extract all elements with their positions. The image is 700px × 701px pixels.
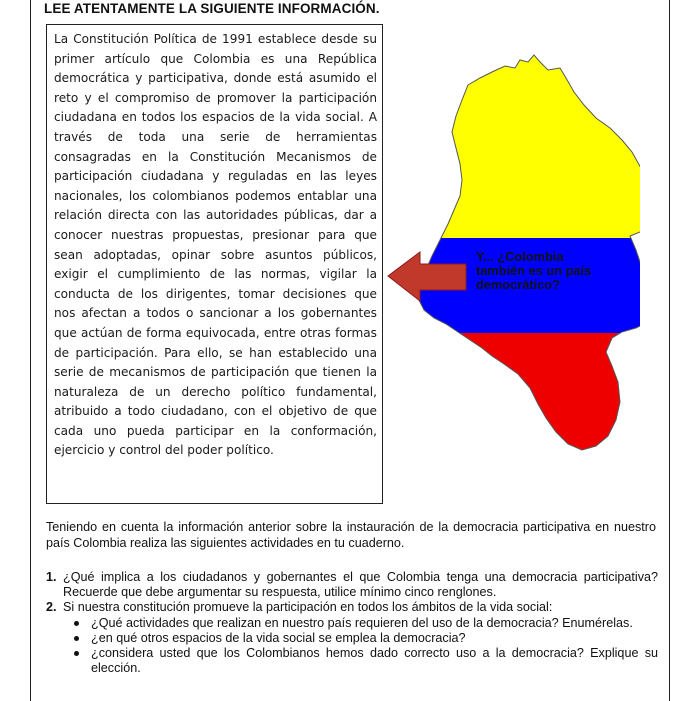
sub-item: [63, 646, 658, 676]
info-box: [46, 24, 383, 504]
page-border-right: [669, 0, 670, 701]
sub-item-text: ¿Qué actividades que realizan en nuestro país requieren del uso de la democracia? Enumérelas.: [91, 615, 633, 630]
flag-red-stripe: [380, 333, 640, 470]
activity-number: 2.: [46, 600, 57, 615]
activities-list: [46, 570, 658, 676]
bullet-icon: [74, 621, 79, 626]
activity-sublist: [63, 616, 658, 677]
sub-item-text: ¿en qué otros espacios de la vida social se emplea la democracia?: [91, 630, 466, 645]
bullet-icon: [74, 636, 79, 641]
map-question: Y... ¿Colombia también es un país democrático?: [476, 249, 592, 292]
page-border-left: [30, 0, 31, 701]
page-heading: LEE ATENTAMENTE LA SIGUIENTE INFORMACIÓN.: [44, 1, 380, 16]
sub-item: [63, 616, 658, 631]
info-text: La Constitución Política de 1991 establece desde su primer artículo que Colombia es una República democrática y participativa, donde está asumido el reto y el compromiso de promover la participación ciudadana en todos los espacios de la vida social. A través de toda una serie de herramientas consagradas en la Constitución Mecanismos de participación ciudadana y reguladas en las leyes nacionales, los colombianos podemos entablar una relación directa con las autoridades públicas, dar a conocer nuestras propuestas, presionar para que sean adoptadas, opinar sobre asuntos públicos, exigir el cumplimiento de las normas, vigilar la conducta de los dirigentes, tomar decisiones que nos afectan a todos o sancionar a los gobernantes que actúan de forma equivocada, entre otras formas de participación. Para ello, se han establecido una serie de mecanismos de participación que tienen la naturaleza de un derecho político fundamental, atribuido a todo ciudadano, con el objetivo de que cada uno pueda participar en la conformación, ejercicio y control del poder político.: [54, 32, 377, 458]
sub-item: [63, 631, 658, 646]
sub-item-text: ¿considera usted que los Colombianos hemos dado correcto uso a la democracia? Explique su elección.: [91, 646, 658, 676]
flag-yellow-stripe: [380, 50, 640, 238]
bullet-icon: [74, 651, 79, 656]
activity-number: 1.: [46, 570, 57, 584]
activity-item: [46, 600, 658, 676]
intro-text: Teniendo en cuenta la información anterior sobre la instauración de la democracia participativa en nuestro país Colombia realiza las siguientes actividades en tu cuaderno.: [46, 520, 656, 550]
activity-item: [46, 570, 658, 600]
activity-text: Si nuestra constitución promueve la participación en todos los ámbitos de la vida social:: [63, 600, 553, 615]
activity-text: ¿Qué implica a los ciudadanos y gobernantes el que Colombia tenga una democracia participativa? Recuerde que debe argumentar su respuesta, utilice mínimo cinco renglones.: [63, 570, 658, 600]
